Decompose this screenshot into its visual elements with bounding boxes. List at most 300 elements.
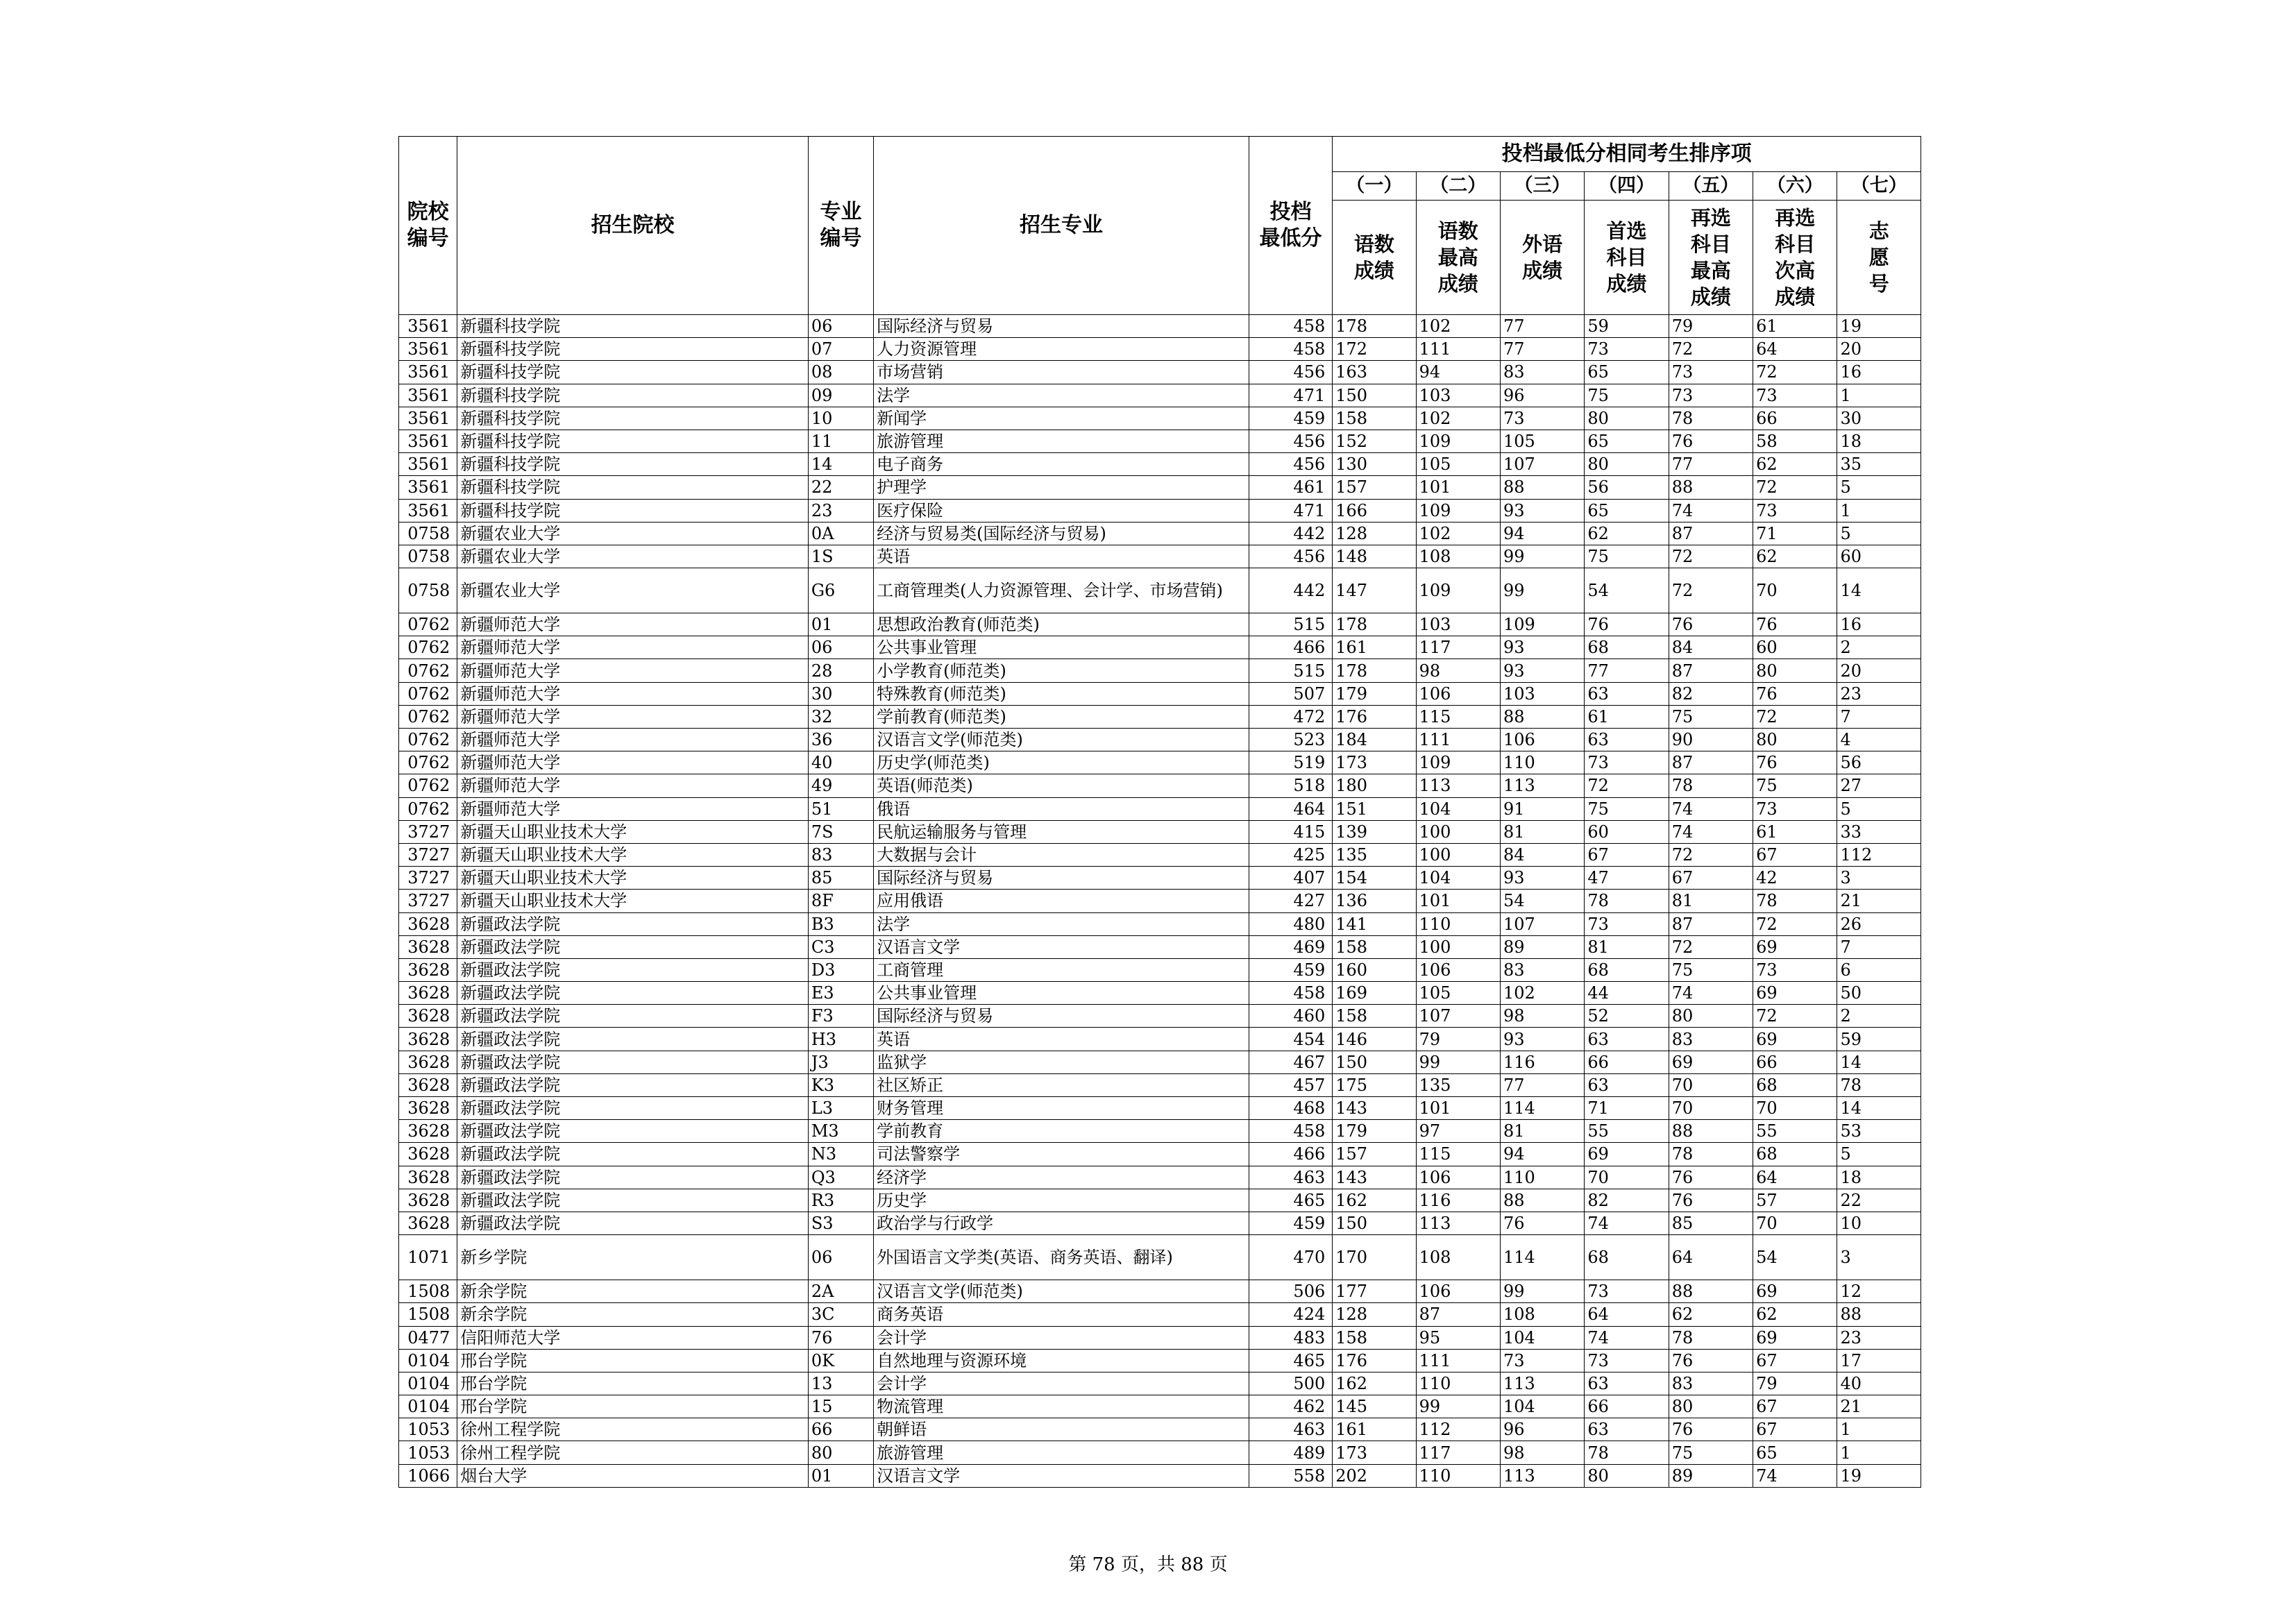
cell-order-2: 105 bbox=[1416, 453, 1500, 476]
cell-major-code: B3 bbox=[808, 912, 873, 935]
cell-major-name: 旅游管理 bbox=[874, 1441, 1249, 1464]
cell-order-2: 104 bbox=[1416, 797, 1500, 820]
cell-order-7: 30 bbox=[1837, 407, 1921, 430]
table-row bbox=[399, 705, 1921, 728]
cell-min-score: 558 bbox=[1249, 1464, 1332, 1487]
cell-school-code: 1508 bbox=[399, 1303, 457, 1326]
cell-order-6: 64 bbox=[1753, 338, 1837, 361]
cell-order-7: 2 bbox=[1837, 1005, 1921, 1028]
cell-major-name: 民航运输服务与管理 bbox=[874, 820, 1249, 843]
table-row bbox=[399, 1418, 1921, 1441]
cell-school-code: 0762 bbox=[399, 659, 457, 682]
cell-order-2: 113 bbox=[1416, 774, 1500, 797]
cell-order-3: 113 bbox=[1500, 1464, 1584, 1487]
cell-major-name: 财务管理 bbox=[874, 1097, 1249, 1120]
cell-order-2: 104 bbox=[1416, 867, 1500, 890]
cell-order-7: 5 bbox=[1837, 476, 1921, 499]
table-row bbox=[399, 912, 1921, 935]
cell-order-6: 76 bbox=[1753, 751, 1837, 774]
cell-min-score: 464 bbox=[1249, 797, 1332, 820]
cell-order-7: 50 bbox=[1837, 982, 1921, 1005]
cell-order-2: 106 bbox=[1416, 1280, 1500, 1303]
cell-order-4: 63 bbox=[1585, 1073, 1669, 1096]
cell-major-code: 06 bbox=[808, 315, 873, 338]
cell-order-7: 12 bbox=[1837, 1280, 1921, 1303]
cell-order-1: 179 bbox=[1333, 1120, 1416, 1143]
cell-order-1: 150 bbox=[1333, 384, 1416, 407]
cell-major-name: 外国语言文学类(英语、商务英语、翻译) bbox=[874, 1235, 1249, 1280]
cell-order-3: 93 bbox=[1500, 636, 1584, 659]
cell-school-name: 新疆科技学院 bbox=[457, 453, 809, 476]
table-row bbox=[399, 545, 1921, 568]
cell-order-7: 56 bbox=[1837, 751, 1921, 774]
cell-major-code: 83 bbox=[808, 843, 873, 866]
cell-order-5: 64 bbox=[1669, 1235, 1753, 1280]
cell-min-score: 461 bbox=[1249, 476, 1332, 499]
cell-order-2: 110 bbox=[1416, 912, 1500, 935]
cell-min-score: 459 bbox=[1249, 958, 1332, 981]
cell-order-7: 27 bbox=[1837, 774, 1921, 797]
cell-major-code: L3 bbox=[808, 1097, 873, 1120]
cell-major-name: 历史学 bbox=[874, 1189, 1249, 1212]
cell-order-4: 70 bbox=[1585, 1166, 1669, 1189]
admission-score-table bbox=[398, 136, 1921, 1488]
cell-school-code: 1053 bbox=[399, 1418, 457, 1441]
cell-order-7: 26 bbox=[1837, 912, 1921, 935]
cell-school-code: 1066 bbox=[399, 1464, 457, 1487]
cell-min-score: 507 bbox=[1249, 682, 1332, 705]
cell-major-code: 23 bbox=[808, 499, 873, 522]
cell-order-3: 81 bbox=[1500, 820, 1584, 843]
cell-major-name: 社区矫正 bbox=[874, 1073, 1249, 1096]
cell-order-7: 1 bbox=[1837, 384, 1921, 407]
cell-min-score: 458 bbox=[1249, 1120, 1332, 1143]
cell-order-7: 5 bbox=[1837, 522, 1921, 545]
cell-school-name: 新乡学院 bbox=[457, 1235, 809, 1280]
cell-order-5: 79 bbox=[1669, 315, 1753, 338]
cell-school-code: 0104 bbox=[399, 1349, 457, 1372]
footer-suffix: 页 bbox=[1209, 1554, 1228, 1575]
cell-school-code: 0758 bbox=[399, 545, 457, 568]
table-row bbox=[399, 1166, 1921, 1189]
table-row bbox=[399, 1120, 1921, 1143]
order-sublabel-1: 语数 成绩 bbox=[1333, 201, 1416, 315]
cell-major-name: 经济与贸易类(国际经济与贸易) bbox=[874, 522, 1249, 545]
cell-major-code: E3 bbox=[808, 982, 873, 1005]
cell-order-4: 73 bbox=[1585, 338, 1669, 361]
cell-order-1: 173 bbox=[1333, 1441, 1416, 1464]
cell-school-code: 3561 bbox=[399, 361, 457, 384]
cell-major-name: 应用俄语 bbox=[874, 890, 1249, 912]
cell-order-3: 98 bbox=[1500, 1441, 1584, 1464]
cell-min-score: 523 bbox=[1249, 729, 1332, 751]
cell-order-4: 64 bbox=[1585, 1303, 1669, 1326]
cell-order-6: 73 bbox=[1753, 384, 1837, 407]
cell-order-2: 97 bbox=[1416, 1120, 1500, 1143]
cell-major-code: 11 bbox=[808, 430, 873, 452]
cell-order-5: 76 bbox=[1669, 1418, 1753, 1441]
cell-order-3: 88 bbox=[1500, 705, 1584, 728]
cell-school-name: 新疆科技学院 bbox=[457, 499, 809, 522]
cell-order-3: 93 bbox=[1500, 499, 1584, 522]
cell-order-5: 88 bbox=[1669, 1120, 1753, 1143]
cell-order-1: 136 bbox=[1333, 890, 1416, 912]
cell-major-code: 40 bbox=[808, 751, 873, 774]
cell-school-code: 3628 bbox=[399, 1097, 457, 1120]
cell-order-3: 106 bbox=[1500, 729, 1584, 751]
cell-order-2: 98 bbox=[1416, 659, 1500, 682]
cell-order-4: 81 bbox=[1585, 935, 1669, 958]
cell-order-4: 75 bbox=[1585, 384, 1669, 407]
cell-order-1: 128 bbox=[1333, 522, 1416, 545]
cell-order-6: 78 bbox=[1753, 890, 1837, 912]
cell-order-7: 16 bbox=[1837, 613, 1921, 636]
cell-school-code: 3628 bbox=[399, 1028, 457, 1051]
cell-order-2: 110 bbox=[1416, 1464, 1500, 1487]
cell-school-code: 3628 bbox=[399, 1051, 457, 1073]
table-row bbox=[399, 384, 1921, 407]
cell-order-7: 22 bbox=[1837, 1189, 1921, 1212]
cell-order-3: 109 bbox=[1500, 613, 1584, 636]
cell-min-score: 519 bbox=[1249, 751, 1332, 774]
cell-order-6: 75 bbox=[1753, 774, 1837, 797]
cell-order-5: 73 bbox=[1669, 361, 1753, 384]
cell-order-4: 55 bbox=[1585, 1120, 1669, 1143]
cell-major-code: 06 bbox=[808, 636, 873, 659]
footer-mid: 页，共 bbox=[1120, 1554, 1175, 1575]
cell-min-score: 457 bbox=[1249, 1073, 1332, 1096]
table-row bbox=[399, 1280, 1921, 1303]
cell-order-6: 69 bbox=[1753, 1326, 1837, 1349]
cell-order-7: 16 bbox=[1837, 361, 1921, 384]
cell-order-2: 79 bbox=[1416, 1028, 1500, 1051]
cell-order-6: 70 bbox=[1753, 1097, 1837, 1120]
cell-school-code: 3561 bbox=[399, 384, 457, 407]
cell-school-name: 新疆政法学院 bbox=[457, 935, 809, 958]
cell-major-code: 36 bbox=[808, 729, 873, 751]
cell-order-1: 158 bbox=[1333, 1005, 1416, 1028]
cell-major-name: 新闻学 bbox=[874, 407, 1249, 430]
table-row bbox=[399, 1464, 1921, 1487]
cell-school-code: 0762 bbox=[399, 705, 457, 728]
cell-order-1: 147 bbox=[1333, 568, 1416, 613]
cell-school-name: 新疆师范大学 bbox=[457, 705, 809, 728]
cell-order-1: 158 bbox=[1333, 935, 1416, 958]
cell-order-2: 103 bbox=[1416, 613, 1500, 636]
cell-order-6: 69 bbox=[1753, 1280, 1837, 1303]
cell-school-code: 3561 bbox=[399, 315, 457, 338]
cell-order-5: 76 bbox=[1669, 1349, 1753, 1372]
cell-order-1: 202 bbox=[1333, 1464, 1416, 1487]
cell-major-code: F3 bbox=[808, 1005, 873, 1028]
cell-order-1: 157 bbox=[1333, 1143, 1416, 1166]
cell-order-7: 21 bbox=[1837, 1395, 1921, 1418]
cell-order-4: 68 bbox=[1585, 1235, 1669, 1280]
cell-school-code: 0762 bbox=[399, 774, 457, 797]
cell-major-name: 汉语言文学 bbox=[874, 1464, 1249, 1487]
cell-major-name: 会计学 bbox=[874, 1326, 1249, 1349]
cell-school-code: 0762 bbox=[399, 797, 457, 820]
page-footer bbox=[0, 1550, 2296, 1576]
cell-order-4: 54 bbox=[1585, 568, 1669, 613]
cell-major-name: 公共事业管理 bbox=[874, 636, 1249, 659]
cell-major-name: 英语 bbox=[874, 545, 1249, 568]
cell-major-code: 08 bbox=[808, 361, 873, 384]
cell-school-name: 新疆天山职业技术大学 bbox=[457, 820, 809, 843]
cell-order-1: 152 bbox=[1333, 430, 1416, 452]
cell-order-6: 70 bbox=[1753, 568, 1837, 613]
cell-min-score: 515 bbox=[1249, 613, 1332, 636]
cell-order-4: 60 bbox=[1585, 820, 1669, 843]
cell-major-code: 01 bbox=[808, 1464, 873, 1487]
table-row bbox=[399, 867, 1921, 890]
cell-order-1: 154 bbox=[1333, 867, 1416, 890]
cell-school-name: 新疆师范大学 bbox=[457, 774, 809, 797]
cell-major-name: 商务英语 bbox=[874, 1303, 1249, 1326]
cell-order-6: 74 bbox=[1753, 1464, 1837, 1487]
cell-order-5: 76 bbox=[1669, 1166, 1753, 1189]
cell-school-name: 新疆科技学院 bbox=[457, 430, 809, 452]
cell-major-code: 30 bbox=[808, 682, 873, 705]
cell-order-1: 157 bbox=[1333, 476, 1416, 499]
cell-min-score: 463 bbox=[1249, 1418, 1332, 1441]
cell-major-code: N3 bbox=[808, 1143, 873, 1166]
cell-order-4: 73 bbox=[1585, 1280, 1669, 1303]
cell-school-name: 新疆政法学院 bbox=[457, 1028, 809, 1051]
cell-order-6: 58 bbox=[1753, 430, 1837, 452]
cell-order-4: 73 bbox=[1585, 912, 1669, 935]
cell-school-code: 0762 bbox=[399, 636, 457, 659]
cell-order-4: 63 bbox=[1585, 1418, 1669, 1441]
cell-school-name: 邢台学院 bbox=[457, 1372, 809, 1395]
cell-order-4: 82 bbox=[1585, 1189, 1669, 1212]
cell-order-2: 115 bbox=[1416, 1143, 1500, 1166]
cell-major-name: 历史学(师范类) bbox=[874, 751, 1249, 774]
cell-major-code: 10 bbox=[808, 407, 873, 430]
header-group-title: 投档最低分相同考生排序项 bbox=[1333, 137, 1921, 172]
cell-order-4: 78 bbox=[1585, 1441, 1669, 1464]
cell-min-score: 442 bbox=[1249, 522, 1332, 545]
cell-order-1: 150 bbox=[1333, 1212, 1416, 1234]
cell-order-2: 106 bbox=[1416, 958, 1500, 981]
cell-order-2: 110 bbox=[1416, 1372, 1500, 1395]
cell-order-2: 108 bbox=[1416, 1235, 1500, 1280]
table-row bbox=[399, 315, 1921, 338]
cell-order-2: 113 bbox=[1416, 1212, 1500, 1234]
cell-min-score: 442 bbox=[1249, 568, 1332, 613]
cell-order-7: 4 bbox=[1837, 729, 1921, 751]
cell-order-4: 65 bbox=[1585, 430, 1669, 452]
cell-order-6: 42 bbox=[1753, 867, 1837, 890]
table-body bbox=[399, 315, 1921, 1488]
cell-major-code: D3 bbox=[808, 958, 873, 981]
cell-order-1: 179 bbox=[1333, 682, 1416, 705]
cell-school-name: 新疆天山职业技术大学 bbox=[457, 890, 809, 912]
cell-school-name: 新疆政法学院 bbox=[457, 1097, 809, 1120]
header-school-code: 院校 编号 bbox=[399, 137, 457, 315]
cell-order-6: 60 bbox=[1753, 636, 1837, 659]
cell-order-5: 87 bbox=[1669, 912, 1753, 935]
cell-min-score: 469 bbox=[1249, 935, 1332, 958]
cell-order-2: 101 bbox=[1416, 1097, 1500, 1120]
cell-major-code: 85 bbox=[808, 867, 873, 890]
cell-order-7: 20 bbox=[1837, 659, 1921, 682]
cell-order-2: 102 bbox=[1416, 315, 1500, 338]
cell-school-code: 0477 bbox=[399, 1326, 457, 1349]
cell-order-7: 19 bbox=[1837, 315, 1921, 338]
cell-order-6: 65 bbox=[1753, 1441, 1837, 1464]
table-row bbox=[399, 774, 1921, 797]
cell-order-3: 114 bbox=[1500, 1235, 1584, 1280]
cell-major-name: 物流管理 bbox=[874, 1395, 1249, 1418]
cell-order-5: 76 bbox=[1669, 1189, 1753, 1212]
table-row bbox=[399, 636, 1921, 659]
cell-school-code: 3561 bbox=[399, 476, 457, 499]
cell-school-code: 3628 bbox=[399, 1120, 457, 1143]
cell-school-code: 3628 bbox=[399, 1166, 457, 1189]
cell-order-4: 56 bbox=[1585, 476, 1669, 499]
cell-order-6: 62 bbox=[1753, 545, 1837, 568]
table-row bbox=[399, 935, 1921, 958]
cell-order-6: 54 bbox=[1753, 1235, 1837, 1280]
cell-major-name: 会计学 bbox=[874, 1372, 1249, 1395]
cell-major-code: 76 bbox=[808, 1326, 873, 1349]
cell-major-code: 14 bbox=[808, 453, 873, 476]
cell-school-name: 新疆政法学院 bbox=[457, 1212, 809, 1234]
cell-school-name: 新疆农业大学 bbox=[457, 568, 809, 613]
cell-order-1: 141 bbox=[1333, 912, 1416, 935]
table-row bbox=[399, 659, 1921, 682]
cell-order-7: 40 bbox=[1837, 1372, 1921, 1395]
cell-order-6: 67 bbox=[1753, 1395, 1837, 1418]
cell-order-4: 73 bbox=[1585, 1349, 1669, 1372]
cell-school-code: 0104 bbox=[399, 1395, 457, 1418]
cell-major-name: 法学 bbox=[874, 912, 1249, 935]
cell-school-code: 3561 bbox=[399, 338, 457, 361]
cell-order-7: 21 bbox=[1837, 890, 1921, 912]
cell-order-4: 74 bbox=[1585, 1326, 1669, 1349]
footer-page-number: 78 bbox=[1092, 1554, 1115, 1575]
cell-min-score: 456 bbox=[1249, 453, 1332, 476]
order-label-3: （三） bbox=[1500, 172, 1584, 201]
cell-order-5: 74 bbox=[1669, 982, 1753, 1005]
footer-prefix: 第 bbox=[1068, 1554, 1087, 1575]
cell-school-name: 新疆科技学院 bbox=[457, 476, 809, 499]
table-row bbox=[399, 1051, 1921, 1073]
cell-order-2: 103 bbox=[1416, 384, 1500, 407]
cell-order-6: 79 bbox=[1753, 1372, 1837, 1395]
cell-school-name: 烟台大学 bbox=[457, 1464, 809, 1487]
cell-school-name: 新疆政法学院 bbox=[457, 1120, 809, 1143]
cell-order-1: 176 bbox=[1333, 1349, 1416, 1372]
table-row bbox=[399, 453, 1921, 476]
cell-school-name: 徐州工程学院 bbox=[457, 1418, 809, 1441]
cell-order-7: 60 bbox=[1837, 545, 1921, 568]
cell-order-4: 75 bbox=[1585, 545, 1669, 568]
cell-order-3: 88 bbox=[1500, 476, 1584, 499]
cell-school-name: 新疆师范大学 bbox=[457, 729, 809, 751]
cell-order-1: 162 bbox=[1333, 1189, 1416, 1212]
table-row bbox=[399, 522, 1921, 545]
cell-order-3: 93 bbox=[1500, 867, 1584, 890]
cell-min-score: 471 bbox=[1249, 499, 1332, 522]
cell-order-3: 113 bbox=[1500, 1372, 1584, 1395]
cell-order-5: 74 bbox=[1669, 797, 1753, 820]
cell-major-name: 医疗保险 bbox=[874, 499, 1249, 522]
cell-major-code: 07 bbox=[808, 338, 873, 361]
cell-order-5: 87 bbox=[1669, 751, 1753, 774]
cell-major-name: 自然地理与资源环境 bbox=[874, 1349, 1249, 1372]
cell-order-7: 35 bbox=[1837, 453, 1921, 476]
cell-order-1: 151 bbox=[1333, 797, 1416, 820]
cell-order-5: 82 bbox=[1669, 682, 1753, 705]
cell-order-6: 55 bbox=[1753, 1120, 1837, 1143]
cell-order-5: 70 bbox=[1669, 1097, 1753, 1120]
cell-order-5: 88 bbox=[1669, 476, 1753, 499]
cell-order-7: 3 bbox=[1837, 1235, 1921, 1280]
table-row bbox=[399, 1028, 1921, 1051]
cell-order-6: 72 bbox=[1753, 361, 1837, 384]
cell-order-5: 72 bbox=[1669, 935, 1753, 958]
cell-order-4: 65 bbox=[1585, 361, 1669, 384]
cell-major-code: 09 bbox=[808, 384, 873, 407]
cell-order-6: 69 bbox=[1753, 935, 1837, 958]
order-sublabel-4: 首选 科目 成绩 bbox=[1585, 201, 1669, 315]
cell-order-1: 135 bbox=[1333, 843, 1416, 866]
cell-major-name: 英语(师范类) bbox=[874, 774, 1249, 797]
cell-major-code: 49 bbox=[808, 774, 873, 797]
table-row bbox=[399, 407, 1921, 430]
cell-order-7: 5 bbox=[1837, 1143, 1921, 1166]
cell-order-5: 62 bbox=[1669, 1303, 1753, 1326]
table-row bbox=[399, 751, 1921, 774]
cell-order-2: 108 bbox=[1416, 545, 1500, 568]
cell-school-code: 3628 bbox=[399, 935, 457, 958]
cell-order-3: 96 bbox=[1500, 384, 1584, 407]
cell-major-name: 国际经济与贸易 bbox=[874, 315, 1249, 338]
cell-order-2: 99 bbox=[1416, 1395, 1500, 1418]
cell-order-5: 81 bbox=[1669, 890, 1753, 912]
cell-order-1: 128 bbox=[1333, 1303, 1416, 1326]
cell-order-5: 70 bbox=[1669, 1073, 1753, 1096]
cell-order-6: 62 bbox=[1753, 453, 1837, 476]
cell-min-score: 458 bbox=[1249, 982, 1332, 1005]
cell-order-5: 72 bbox=[1669, 568, 1753, 613]
cell-min-score: 466 bbox=[1249, 636, 1332, 659]
cell-major-code: 66 bbox=[808, 1418, 873, 1441]
cell-school-code: 0104 bbox=[399, 1372, 457, 1395]
cell-major-code: 2A bbox=[808, 1280, 873, 1303]
cell-order-3: 102 bbox=[1500, 982, 1584, 1005]
cell-order-7: 112 bbox=[1837, 843, 1921, 866]
cell-school-name: 新疆政法学院 bbox=[457, 1189, 809, 1212]
cell-order-6: 72 bbox=[1753, 912, 1837, 935]
cell-order-6: 57 bbox=[1753, 1189, 1837, 1212]
cell-order-6: 67 bbox=[1753, 1418, 1837, 1441]
cell-school-code: 3727 bbox=[399, 890, 457, 912]
cell-major-name: 旅游管理 bbox=[874, 430, 1249, 452]
cell-school-code: 0758 bbox=[399, 522, 457, 545]
cell-min-score: 518 bbox=[1249, 774, 1332, 797]
cell-order-6: 61 bbox=[1753, 315, 1837, 338]
cell-major-name: 电子商务 bbox=[874, 453, 1249, 476]
cell-order-1: 162 bbox=[1333, 1372, 1416, 1395]
cell-major-code: Q3 bbox=[808, 1166, 873, 1189]
cell-min-score: 462 bbox=[1249, 1395, 1332, 1418]
cell-order-3: 99 bbox=[1500, 568, 1584, 613]
cell-order-2: 105 bbox=[1416, 982, 1500, 1005]
cell-min-score: 463 bbox=[1249, 1166, 1332, 1189]
